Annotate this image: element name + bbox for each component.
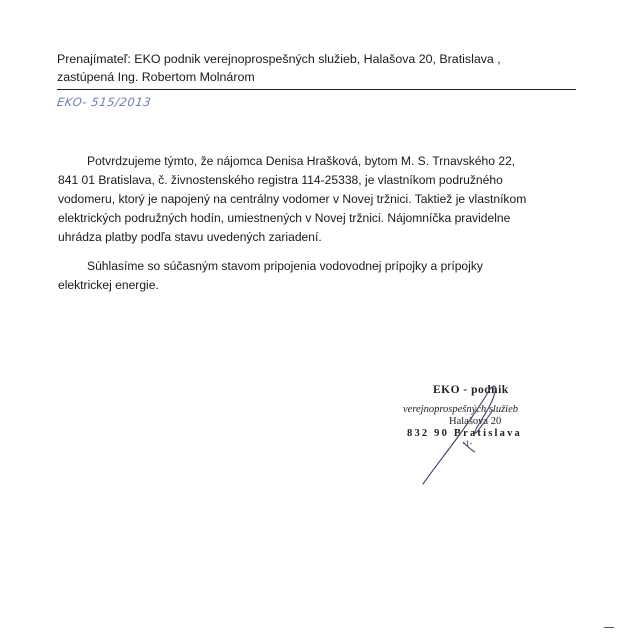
header-line-2: zastúpená Ing. Robertom Molnárom (57, 69, 255, 84)
stamp-line-4: 832 90 Bratislava (407, 428, 522, 439)
page-corner-mark (604, 627, 614, 628)
header-line-1: Prenajímateľ: EKO podnik verejnoprospešných služieb, Halašova 20, Bratislava , (57, 52, 501, 66)
company-stamp (393, 376, 563, 476)
paragraph-1-line: elektrických podružných hodín, umiestnených v Novej tržnici. Nájomníčka pravidelne (58, 211, 511, 225)
paragraph-1-line: Potvrdzujeme týmto, že nájomca Denisa Hrašková, bytom M. S. Trnavského 22, (87, 154, 516, 168)
header-divider (57, 89, 576, 90)
stamp-line-1: EKO - podnik (433, 384, 509, 396)
handwritten-reference-number: EKO- 515/2013 (56, 95, 153, 109)
paragraph-1-line: 841 01 Bratislava, č. živnostenského registra 114-25338, je vlastníkom podružného (58, 173, 503, 187)
document-body (58, 152, 588, 295)
stamp-line-5: -1- (463, 439, 473, 448)
paragraph-1-line: uhrádza platby podľa stavu uvedených zariadení. (58, 230, 322, 244)
stamp-line-3: Halašova 20 (449, 416, 502, 427)
stamp-line-2: verejnoprospešných služieb (403, 404, 518, 415)
paragraph-2-line: Súhlasíme so súčasným stavom pripojenia vodovodnej prípojky a prípojky (87, 259, 483, 273)
landlord-header (57, 51, 557, 86)
paragraph-gap (58, 247, 588, 257)
paragraph-1-line: vodomeru, ktorý je napojený na centrálny vodomer v Novej tržnici. Taktiež je vlastníkom (58, 192, 527, 206)
paragraph-2-line: elektrickej energie. (58, 278, 159, 292)
